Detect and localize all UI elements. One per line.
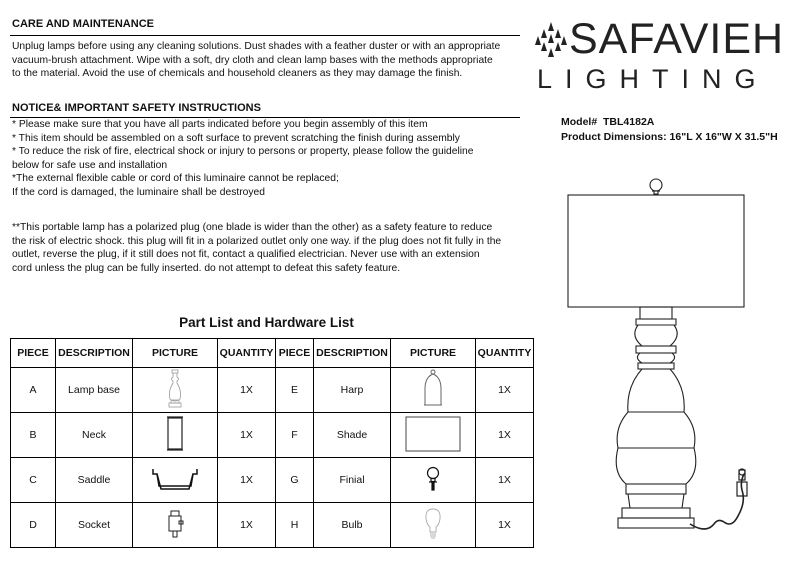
picture-cell: [391, 413, 476, 458]
quantity-cell: 1X: [218, 368, 276, 413]
socket-icon: [166, 509, 184, 539]
harp-icon: [421, 369, 445, 409]
care-text: [12, 40, 500, 81]
brand-sub: LIGHTING: [537, 64, 769, 94]
quantity-cell: 1X: [218, 503, 276, 548]
picture-cell: [133, 413, 218, 458]
shade-icon: [404, 415, 462, 453]
table-row: [11, 413, 534, 458]
text-line: * To reduce the risk of fire, electrical shock or injury to persons or property, please follow the guideline: [12, 146, 474, 158]
picture-cell: [391, 503, 476, 548]
picture-cell: [133, 503, 218, 548]
parts-table: [10, 338, 534, 548]
table-row: [11, 368, 534, 413]
notice-text: [12, 118, 474, 200]
dims-label: Product Dimensions:: [561, 131, 667, 143]
header-cell: PIECE: [11, 339, 56, 368]
description-cell: Lamp base: [56, 368, 133, 413]
parts-title: Part List and Hardware List: [179, 315, 354, 330]
description-cell: Harp: [314, 368, 391, 413]
saddle-icon: [150, 466, 200, 492]
polarized-text: [12, 221, 501, 275]
table-row: [11, 503, 534, 548]
text-line: * This item should be assembled on a soft surface to prevent scratching the finish during assembly: [12, 132, 460, 144]
description-cell: Neck: [56, 413, 133, 458]
header-cell: PICTURE: [133, 339, 218, 368]
text-line: to the material. Avoid the use of chemicals and household cleaners as they may damage the finish.: [12, 68, 463, 80]
text-line: * Please make sure that you have all parts indicated before you begin assembly of this item: [12, 119, 428, 130]
finial-icon: [425, 466, 441, 492]
notice-title: NOTICE& IMPORTANT SAFETY INSTRUCTIONS: [12, 102, 261, 114]
text-line: the risk of electric shock. this plug will fit in a polarized outlet only one way. if the plug does not fit fully in the: [12, 235, 502, 247]
table-lamp-drawing: [556, 172, 764, 564]
quantity-cell: 1X: [218, 413, 276, 458]
piece-cell: B: [11, 413, 56, 458]
quantity-cell: 1X: [476, 368, 534, 413]
model-value: TBL4182A: [603, 116, 655, 128]
description-cell: Socket: [56, 503, 133, 548]
table-row: [11, 458, 534, 503]
model-label: Model#: [561, 116, 598, 128]
table-header-row: [11, 339, 534, 368]
neck-icon: [164, 415, 186, 453]
text-line: **This portable lamp has a polarized plug (one blade is wider than the other) as a safety feature to reduce: [12, 222, 493, 233]
description-cell: Shade: [314, 413, 391, 458]
header-cell: PICTURE: [391, 339, 476, 368]
text-line: below for safe use and installation: [12, 159, 168, 171]
quantity-cell: 1X: [476, 413, 534, 458]
picture-cell: [133, 368, 218, 413]
picture-cell: [391, 368, 476, 413]
header-cell: DESCRIPTION: [314, 339, 391, 368]
chandelier-icon: [534, 22, 568, 62]
piece-cell: E: [276, 368, 314, 413]
model-line: [561, 116, 654, 128]
quantity-cell: 1X: [476, 458, 534, 503]
care-title: CARE AND MAINTENANCE: [12, 18, 154, 30]
text-line: Unplug lamps before using any cleaning solutions. Dust shades with a feather duster or with an appropriate: [12, 41, 501, 52]
text-line: cord unless the plug can be fully inserted. do not attempt to defeat this safety feature.: [12, 262, 401, 274]
bulb-icon: [424, 507, 442, 541]
piece-cell: C: [11, 458, 56, 503]
picture-cell: [391, 458, 476, 503]
dims-line: [561, 131, 778, 143]
text-line: outlet, reverse the plug, if it still does not fit, contact a qualified electrician. Never use with an extension: [12, 249, 480, 261]
piece-cell: F: [276, 413, 314, 458]
piece-cell: D: [11, 503, 56, 548]
description-cell: Finial: [314, 458, 391, 503]
text-line: *The external flexible cable or cord of this luminaire cannot be replaced;: [12, 173, 339, 185]
text-line: vacuum-brush attachment. Wipe with a soft, dry cloth and clean lamp bases with the methods appropriate: [12, 54, 493, 66]
header-cell: PIECE: [276, 339, 314, 368]
piece-cell: A: [11, 368, 56, 413]
header-cell: DESCRIPTION: [56, 339, 133, 368]
description-cell: Bulb: [314, 503, 391, 548]
description-cell: Saddle: [56, 458, 133, 503]
brand-name: SAFAVIEH: [569, 15, 785, 63]
divider: [10, 35, 520, 36]
piece-cell: G: [276, 458, 314, 503]
piece-cell: H: [276, 503, 314, 548]
lamp-base-icon: [165, 369, 185, 409]
dims-value: 16"L X 16"W X 31.5"H: [669, 131, 778, 143]
picture-cell: [133, 458, 218, 503]
header-cell: QUANTITY: [476, 339, 534, 368]
quantity-cell: 1X: [476, 503, 534, 548]
text-line: If the cord is damaged, the luminaire shall be destroyed: [12, 186, 265, 198]
header-cell: QUANTITY: [218, 339, 276, 368]
quantity-cell: 1X: [218, 458, 276, 503]
